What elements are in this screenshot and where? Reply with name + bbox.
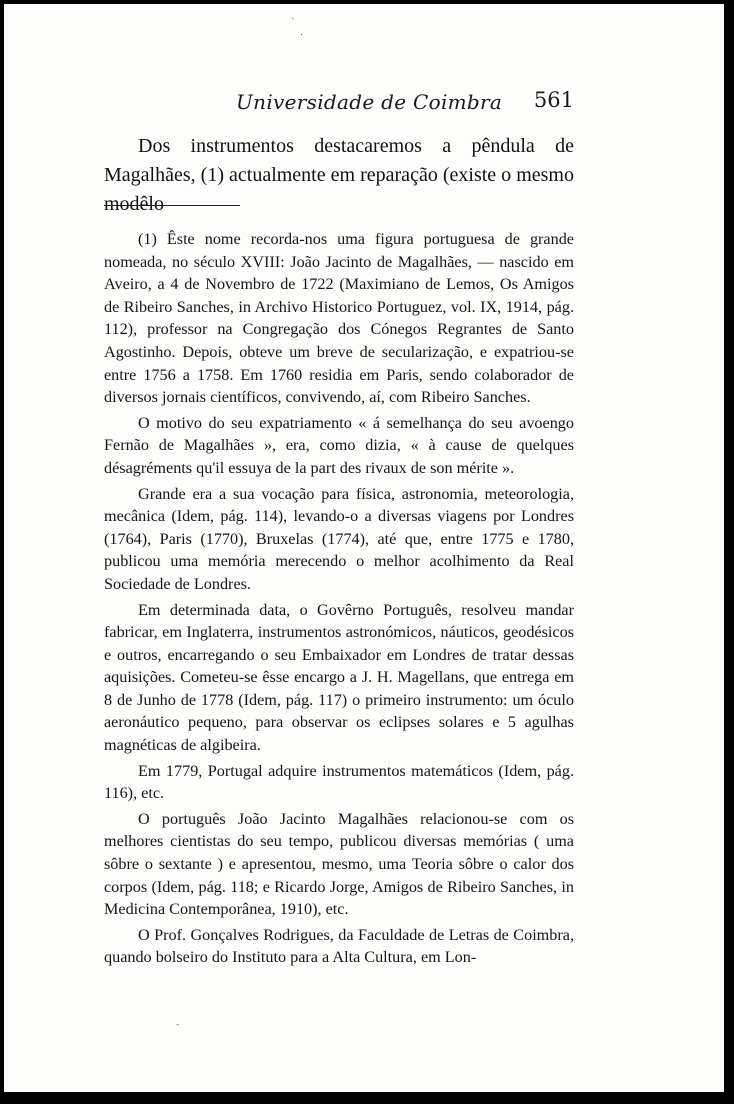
scan-speck: -	[176, 1020, 180, 1030]
page	[4, 4, 724, 1092]
footnote-paragraph: O Prof. Gonçalves Rodrigues, da Faculdade de Letras de Coimbra, quando bolseiro do Instituto para a Alta Cultura, em Lon-	[104, 925, 574, 967]
footnote-paragraph: (1) Êste nome recorda-nos uma figura portuguesa de grande nomeada, no século XVIII: João Jacinto de Magalhães, — nascido em Aveiro, a 4 de Novembro de 1722 (Maximiano de Lemos, Os Amigos de Ribeiro Sanches, in Archivo Historico Portuguez, vol. IX, 1914, pág. 112), professor na Congregação dos Cónegos Regrantes de Santo Agostinho. Depois, obteve um breve de secularização, e expatriou-se entre 1756 a 1758. Em 1760 residia em Paris, sendo colaborador de diversos jornais científicos, convivendo, aí, com Ribeiro Sanches.	[104, 230, 574, 407]
scan-speck: `	[291, 18, 296, 28]
footnote-paragraph: Em determinada data, o Govêrno Português, resolveu mandar fabricar, em Inglaterra, instrumentos astronómicos, náuticos, geodésicos e outros, encarregando o seu Embaixador em Londres de tratar dessas aquisições. Cometeu-se êsse encargo a J. H. Magellans, que entrega em 8 de Junho de 1778 (Idem, pág. 117) o primeiro instrumento: um óculo aeronáutico pequeno, para observar os eclipses solares e 5 agulhas magnéticas de algibeira.	[104, 600, 574, 755]
footnote-paragraph: Em 1779, Portugal adquire instrumentos matemáticos (Idem, pág. 116), etc.	[104, 761, 574, 803]
running-title: Universidade de Coimbra	[236, 90, 503, 114]
footnote-divider	[104, 205, 240, 206]
main-paragraph-text: Dos instrumentos destacaremos a pêndula de Magalhães, (1) actualmente em reparação (existe o mesmo modêlo	[104, 135, 574, 215]
page-number: 561	[533, 88, 574, 112]
footnote-paragraph: O motivo do seu expatriamento « á semelhança do seu avoengo Fernão de Magalhães », era, como dizia, « à cause de quelques désagréments qu'il essuya de la part des rivaux de son mérite ».	[104, 413, 574, 477]
footnote-paragraph: O português João Jacinto Magalhães relacionou-se com os melhores cientistas do seu tempo, publicou diversas memórias ( uma sôbre o sextante ) e apresentou, mesmo, uma Teoria sôbre o calor dos corpos (Idem, pág. 118; e Ricardo Jorge, Amigos de Ribeiro Sanches, in Medicina Contemporânea, 1910), etc.	[104, 809, 574, 919]
footnote-paragraph: Grande era a sua vocação para física, astronomia, meteorologia, mecânica (Idem, pág. 114), levando-o a diversas viagens por Londres (1764), Paris (1770), Bruxelas (1774), até que, entre 1775 e 1780, publicou uma memória merecendo o melhor acolhimento da Real Sociedade de Londres.	[104, 484, 574, 593]
footnote	[104, 228, 574, 972]
running-header	[104, 90, 574, 122]
scan-speck: .	[300, 28, 303, 38]
